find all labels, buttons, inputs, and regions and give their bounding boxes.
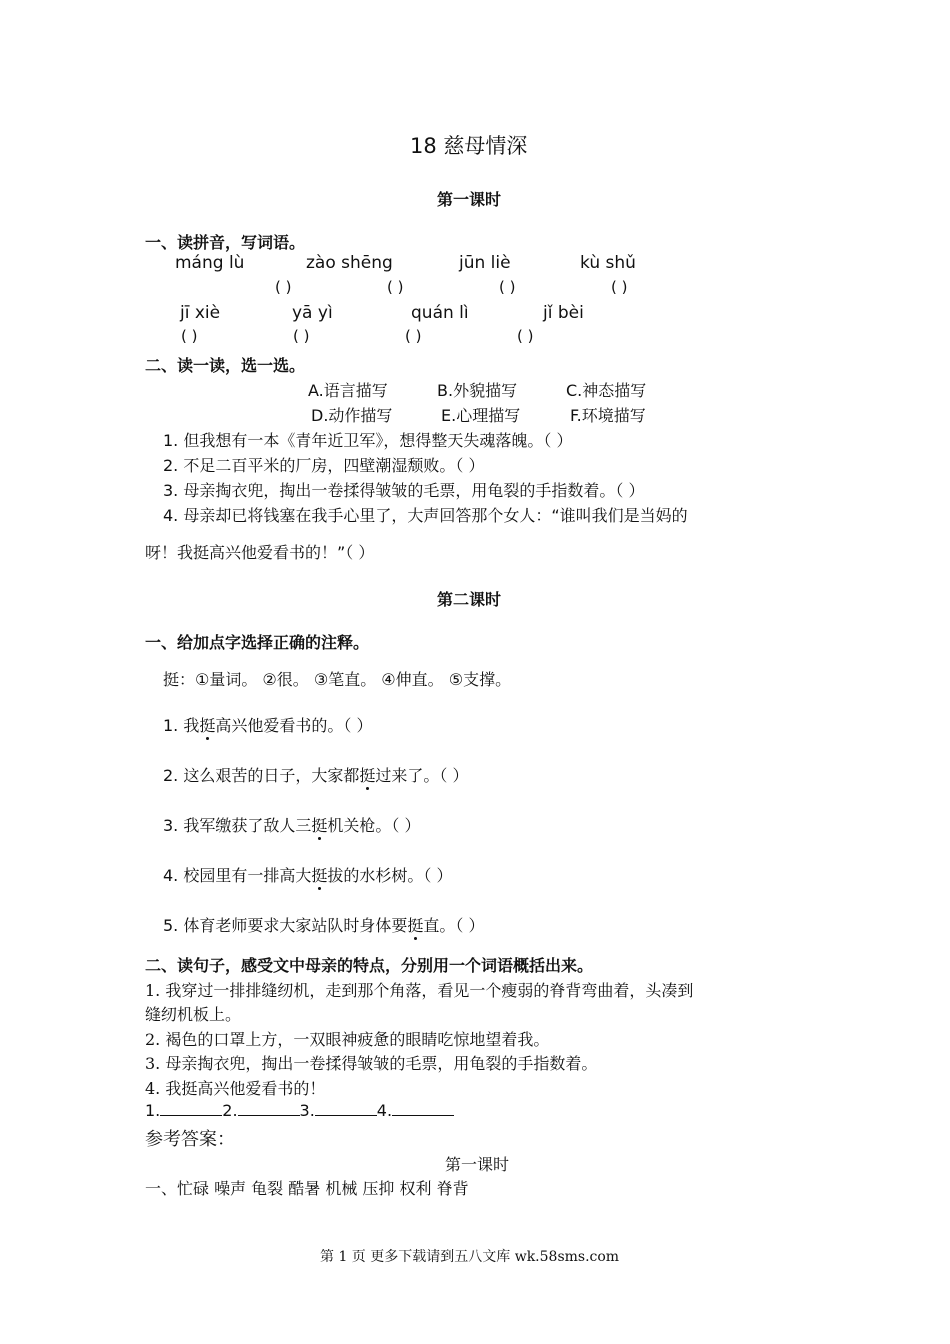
list-item [163, 763, 468, 786]
blank-line[interactable] [315, 1101, 377, 1116]
answer-paren: ( ) [181, 327, 198, 345]
pinyin-1: máng lù [175, 253, 245, 273]
answer-paren: ( ) [517, 327, 534, 345]
q2-item-3: 3. 母亲掏衣兜，掏出一卷揉得皱皱的毛票，用龟裂的手指数着。（ ） [163, 481, 645, 500]
pinyin-8: jǐ bèi [543, 303, 584, 323]
item-text: 1. 我 [163, 716, 200, 735]
item-text: 5. 体育老师要求大家站队时身体要 [163, 916, 408, 935]
item-text: 4. 校园里有一排高大 [163, 866, 312, 885]
q2-line-3: 3. 母亲掏衣兜，掏出一卷揉得皱皱的毛票，用龟裂的手指数着。 [145, 1054, 598, 1073]
list-item [163, 713, 372, 736]
pinyin-3: jūn liè [459, 253, 511, 273]
q2-item-2: 2. 不足二百平米的厂房，四壁潮湿颓败。（ ） [163, 456, 485, 475]
option-e: E.心理描写 [441, 406, 521, 425]
q2-line-2: 2. 褐色的口罩上方，一双眼神疲惫的眼睛吃惊地望着我。 [145, 1030, 550, 1049]
option-c: C.神态描写 [566, 381, 647, 400]
q2-item-4-cont: 呀！我挺高兴他爱看书的！”（ ） [145, 543, 375, 562]
lesson2-q2-label: 二、读句子，感受文中母亲的特点，分别用一个词语概括出来。 [145, 956, 594, 975]
list-item [163, 813, 420, 836]
pinyin-4: kù shǔ [580, 253, 636, 273]
blank-line[interactable] [238, 1101, 300, 1116]
lesson2-q1-label: 一、给加点字选择正确的注释。 [145, 633, 370, 652]
pinyin-5: jī xiè [180, 303, 221, 323]
list-item [163, 913, 484, 936]
answers-q1: 一、忙碌 噪声 龟裂 酷暑 机械 压抑 权利 脊背 [145, 1179, 469, 1198]
dotted-char: 挺 [407, 916, 424, 935]
lesson2-heading: 第二课时 [437, 590, 502, 609]
blank-label: 4. [376, 1101, 393, 1120]
answer-paren: ( ) [293, 327, 310, 345]
blank-label: 3. [299, 1101, 315, 1120]
blank-row [145, 1101, 454, 1120]
pinyin-7: quán lì [411, 303, 469, 323]
option-a: A.语言描写 [308, 381, 388, 400]
dotted-char: 挺 [359, 766, 376, 785]
lesson1-heading: 第一课时 [437, 190, 502, 209]
blank-label: 1. [145, 1101, 161, 1120]
definitions: 挺：①量词。 ②很。 ③笔直。 ④伸直。 ⑤支撑。 [163, 670, 512, 689]
answers-lesson1-heading: 第一课时 [445, 1155, 510, 1174]
answer-paren: ( ) [611, 278, 628, 296]
answer-paren: ( ) [405, 327, 422, 345]
answer-paren: ( ) [275, 278, 292, 296]
q2-item-1: 1. 但我想有一本《青年近卫军》，想得整天失魂落魄。（ ） [163, 431, 573, 450]
page-footer: 第 1 页 更多下载请到五八文库 wk.58sms.com [320, 1249, 620, 1265]
pinyin-6: yā yì [292, 303, 333, 323]
item-text: 3. 我军缴获了敌人三 [163, 816, 312, 835]
item-text: 2. 这么艰苦的日子，大家都 [163, 766, 360, 785]
dotted-char: 挺 [311, 866, 328, 885]
item-text: 高兴他爱看书的。（ ） [215, 716, 373, 735]
dotted-char: 挺 [311, 816, 328, 835]
blank-line[interactable] [160, 1101, 222, 1116]
lesson1-q1-label: 一、读拼音，写词语。 [145, 233, 306, 252]
q2-item-4: 4. 母亲却已将钱塞在我手心里了，大声回答那个女人：“谁叫我们是当妈的 [163, 506, 688, 525]
item-text: 直。（ ） [423, 916, 485, 935]
page-title: 18 慈母情深 [410, 134, 528, 158]
pinyin-2: zào shēng [306, 253, 393, 273]
item-text: 拔的水杉树。（ ） [327, 866, 453, 885]
q2-line-1-cont: 缝纫机板上。 [145, 1005, 242, 1024]
blank-line[interactable] [392, 1101, 454, 1116]
option-f: F.环境描写 [570, 406, 646, 425]
q2-line-4: 4. 我挺高兴他爱看书的！ [145, 1079, 326, 1098]
item-text: 过来了。（ ） [375, 766, 469, 785]
answer-paren: ( ) [499, 278, 516, 296]
option-d: D.动作描写 [311, 406, 393, 425]
option-b: B.外貌描写 [437, 381, 518, 400]
dotted-char: 挺 [199, 716, 216, 735]
q2-line-1: 1. 我穿过一排排缝纫机，走到那个角落，看见一个瘦弱的脊背弯曲着，头凑到 [145, 981, 694, 1000]
list-item [163, 863, 452, 886]
item-text: 机关枪。（ ） [327, 816, 421, 835]
answers-title: 参考答案： [145, 1129, 235, 1150]
lesson1-q2-label: 二、读一读，选一选。 [145, 356, 306, 375]
answer-paren: ( ) [387, 278, 404, 296]
blank-label: 2. [222, 1101, 238, 1120]
